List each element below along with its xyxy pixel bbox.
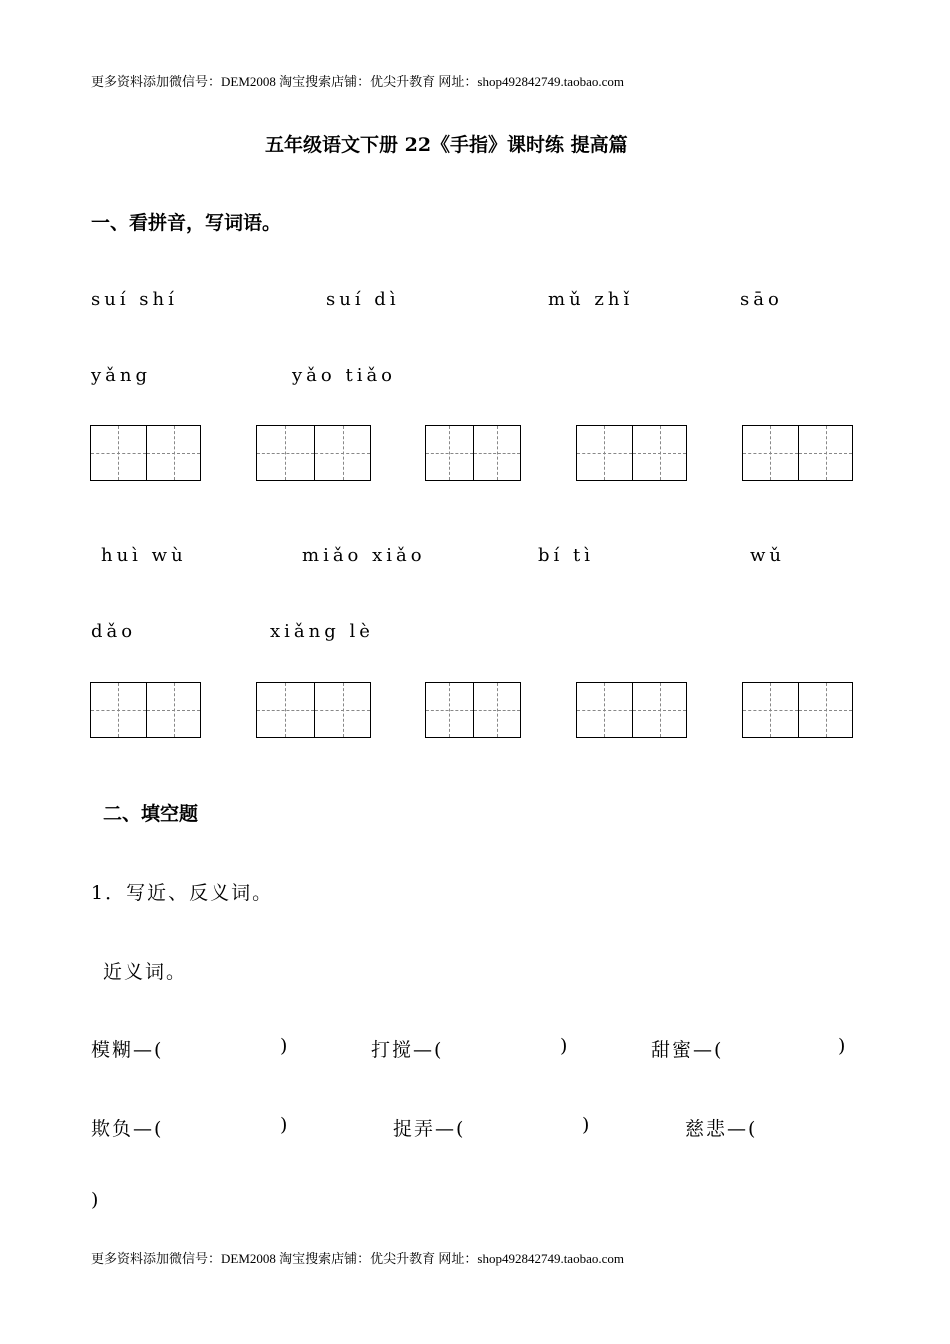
pinyin-miaoxiao: miǎo xiǎo — [302, 545, 426, 566]
synonym-word-dajiao: 打搅—( — [371, 1039, 444, 1061]
writing-box[interactable] — [576, 682, 687, 738]
answer-close-paren: ) — [582, 1114, 592, 1136]
synonym-word-mohu: 模糊—( — [91, 1039, 164, 1061]
writing-box[interactable] — [90, 425, 201, 481]
answer-close-paren: ) — [91, 1189, 101, 1211]
pinyin-muzhi: mǔ zhǐ — [548, 289, 634, 310]
pinyin-huiwu: huì wù — [101, 545, 187, 566]
synonyms-label: 近义词。 — [103, 961, 188, 983]
synonym-word-zhuonong: 捉弄—( — [393, 1118, 466, 1140]
synonym-word-cibei: 慈悲—( — [685, 1118, 758, 1140]
answer-close-paren: ) — [560, 1035, 570, 1057]
writing-box[interactable] — [425, 425, 521, 481]
pinyin-suishi: suí shí — [91, 289, 178, 310]
pinyin-dao: dǎo — [91, 621, 137, 642]
pinyin-biti: bí tì — [538, 545, 594, 566]
answer-close-paren: ) — [280, 1114, 290, 1136]
answer-close-paren: ) — [280, 1035, 290, 1057]
worksheet-title: 五年级语文下册 22《手指》课时练 提高篇 — [265, 134, 628, 156]
pinyin-yaotiao: yǎo tiǎo — [292, 365, 397, 386]
pinyin-suidi: suí dì — [326, 289, 400, 310]
footer-note: 更多资料添加微信号：DEM2008 淘宝搜索店铺：优尖升教育 网址：shop492842749.taobao.com — [91, 1251, 624, 1266]
writing-box[interactable] — [425, 682, 521, 738]
pinyin-yang: yǎng — [91, 365, 152, 386]
synonym-word-qifu: 欺负—( — [91, 1118, 164, 1140]
writing-box[interactable] — [576, 425, 687, 481]
synonym-word-tianmi: 甜蜜—( — [651, 1039, 724, 1061]
pinyin-sao: sāo — [740, 289, 783, 310]
writing-box[interactable] — [90, 682, 201, 738]
pinyin-wu: wǔ — [750, 545, 785, 566]
section2-heading: 二、填空题 — [103, 803, 199, 825]
header-note: 更多资料添加微信号：DEM2008 淘宝搜索店铺：优尖升教育 网址：shop492842749.taobao.com — [91, 74, 624, 89]
writing-box[interactable] — [742, 682, 853, 738]
section1-heading: 一、看拼音，写词语。 — [91, 212, 282, 234]
pinyin-xiangle: xiǎng lè — [270, 621, 374, 642]
question-1: 1．写近、反义词。 — [91, 882, 274, 904]
writing-box[interactable] — [256, 682, 371, 738]
writing-box[interactable] — [256, 425, 371, 481]
answer-close-paren: ) — [838, 1035, 848, 1057]
writing-box[interactable] — [742, 425, 853, 481]
